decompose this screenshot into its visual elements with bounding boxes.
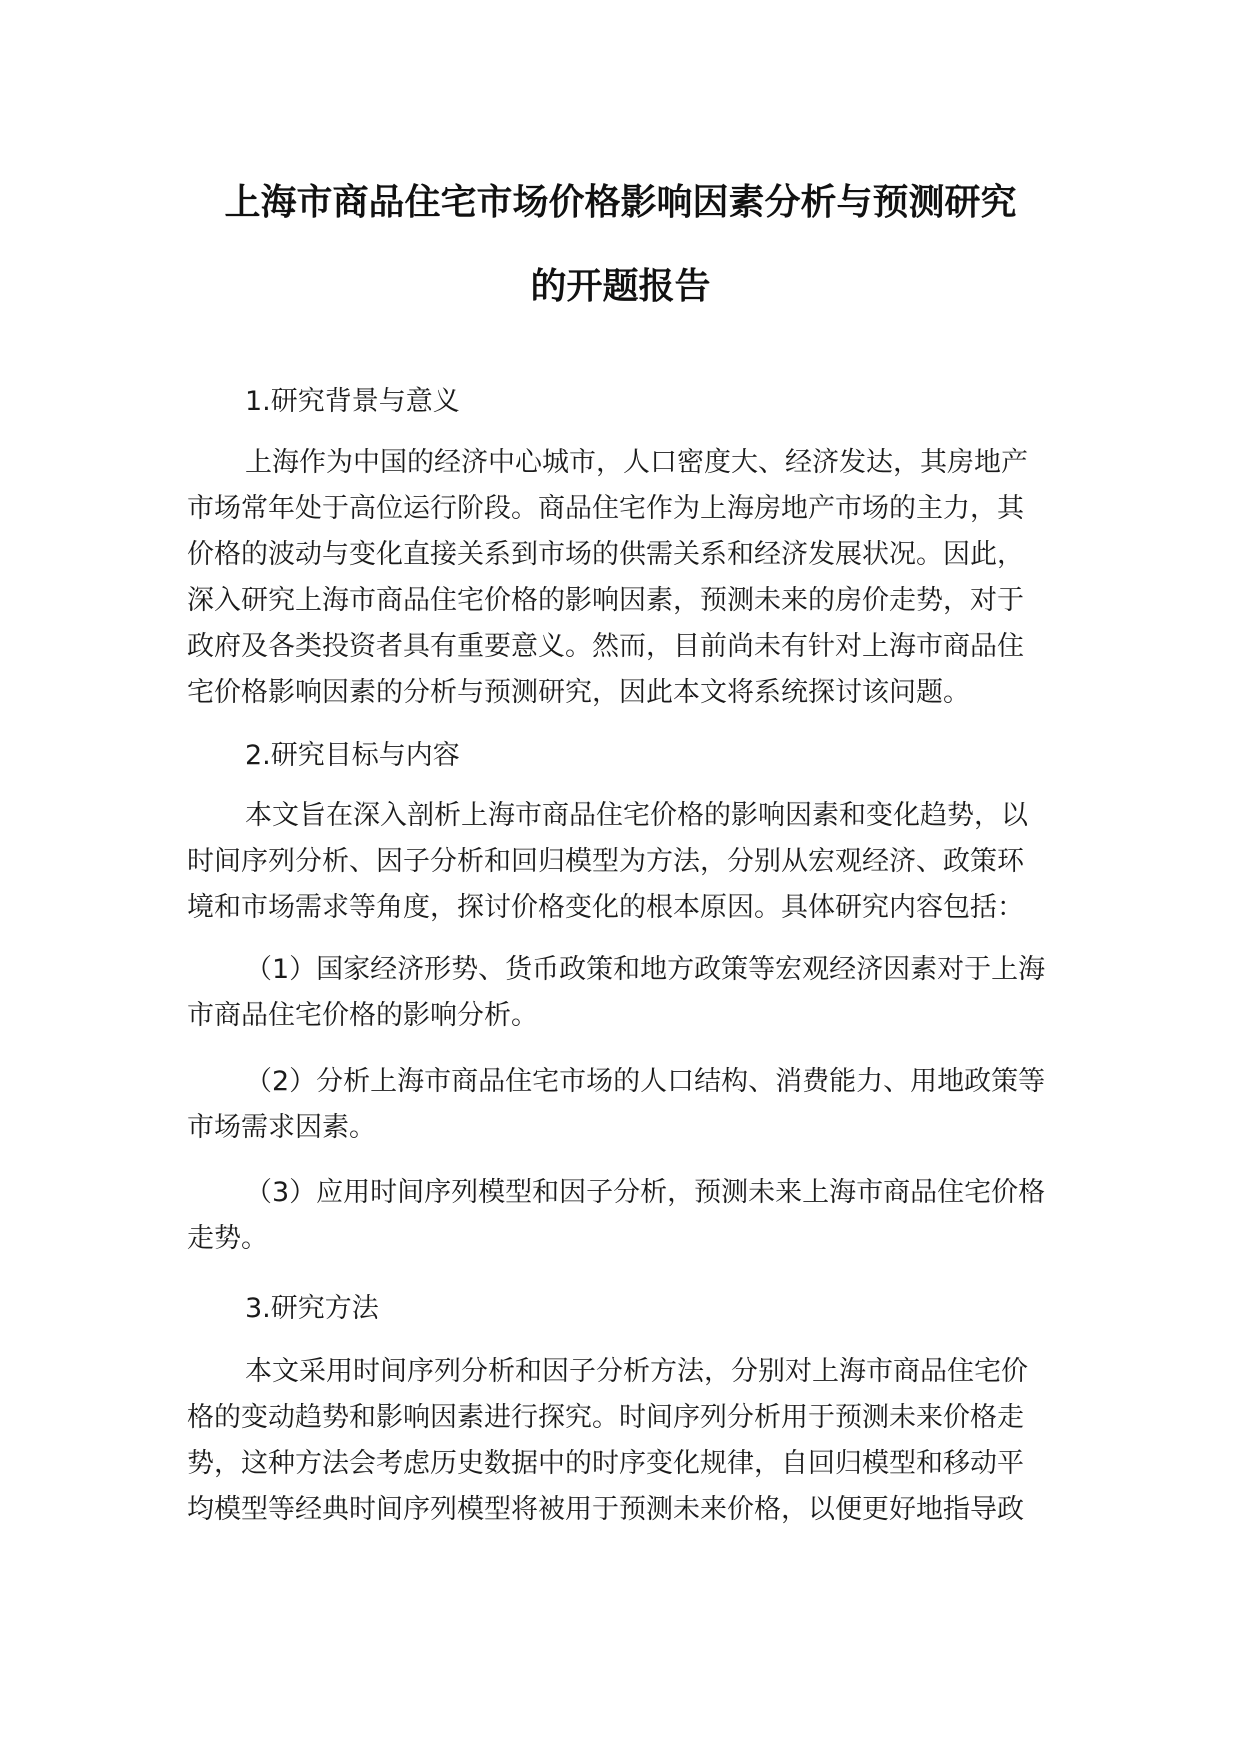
section-heading: 3.研究方法 (245, 1293, 379, 1324)
paragraph-line: 本文旨在深入剖析上海市商品住宅价格的影响因素和变化趋势，以 (245, 800, 1028, 831)
section-1-heading (187, 379, 1047, 425)
list-item-line: 市场需求因素。 (187, 1112, 376, 1143)
list-item-line: （2）分析上海市商品住宅市场的人口结构、消费能力、用地政策等 (245, 1066, 1046, 1097)
paragraph-line: 宅价格影响因素的分析与预测研究，因此本文将系统探讨该问题。 (187, 677, 970, 708)
list-item-line: 走势。 (187, 1223, 268, 1254)
paragraph-line: 上海作为中国的经济中心城市，人口密度大、经济发达，其房地产 (245, 447, 1028, 478)
paragraph-line: 价格的波动与变化直接关系到市场的供需关系和经济发展状况。因此， (187, 539, 1024, 570)
section-2-paragraph (187, 793, 1047, 931)
paragraph-line: 政府及各类投资者具有重要意义。然而，目前尚未有针对上海市商品住 (187, 631, 1024, 662)
paragraph-line: 境和市场需求等角度，探讨价格变化的根本原因。具体研究内容包括： (187, 892, 1024, 923)
document-title-line-1: 上海市商品住宅市场价格影响因素分析与预测研究 (224, 182, 1017, 223)
section-2-item-2 (187, 1059, 1047, 1151)
section-2-item-3 (187, 1170, 1047, 1262)
paragraph-line: 市场常年处于高位运行阶段。商品住宅作为上海房地产市场的主力，其 (187, 493, 1024, 524)
section-3-paragraph (187, 1349, 1047, 1533)
section-2-item-1 (187, 947, 1047, 1039)
paragraph-line: 深入研究上海市商品住宅价格的影响因素，预测未来的房价走势，对于 (187, 585, 1024, 616)
paragraph-line: 本文采用时间序列分析和因子分析方法，分别对上海市商品住宅价 (245, 1356, 1028, 1387)
section-1-paragraph (187, 440, 1047, 716)
section-heading: 1.研究背景与意义 (245, 386, 460, 417)
paragraph-line: 格的变动趋势和影响因素进行探究。时间序列分析用于预测未来价格走 (187, 1402, 1024, 1433)
paragraph-line: 时间序列分析、因子分析和回归模型为方法，分别从宏观经济、政策环 (187, 846, 1024, 877)
list-item-line: 市商品住宅价格的影响分析。 (187, 1000, 538, 1031)
list-item-line: （3）应用时间序列模型和因子分析，预测未来上海市商品住宅价格 (245, 1177, 1046, 1208)
section-2-heading (187, 733, 1047, 779)
paragraph-line: 势，这种方法会考虑历史数据中的时序变化规律，自回归模型和移动平 (187, 1448, 1024, 1479)
paragraph-line: 均模型等经典时间序列模型将被用于预测未来价格，以便更好地指导政 (187, 1494, 1024, 1525)
list-item-line: （1）国家经济形势、货币政策和地方政策等宏观经济因素对于上海 (245, 954, 1046, 985)
document-title-line-2: 的开题报告 (530, 266, 711, 307)
section-heading: 2.研究目标与内容 (245, 740, 460, 771)
section-3-heading (187, 1286, 1047, 1332)
